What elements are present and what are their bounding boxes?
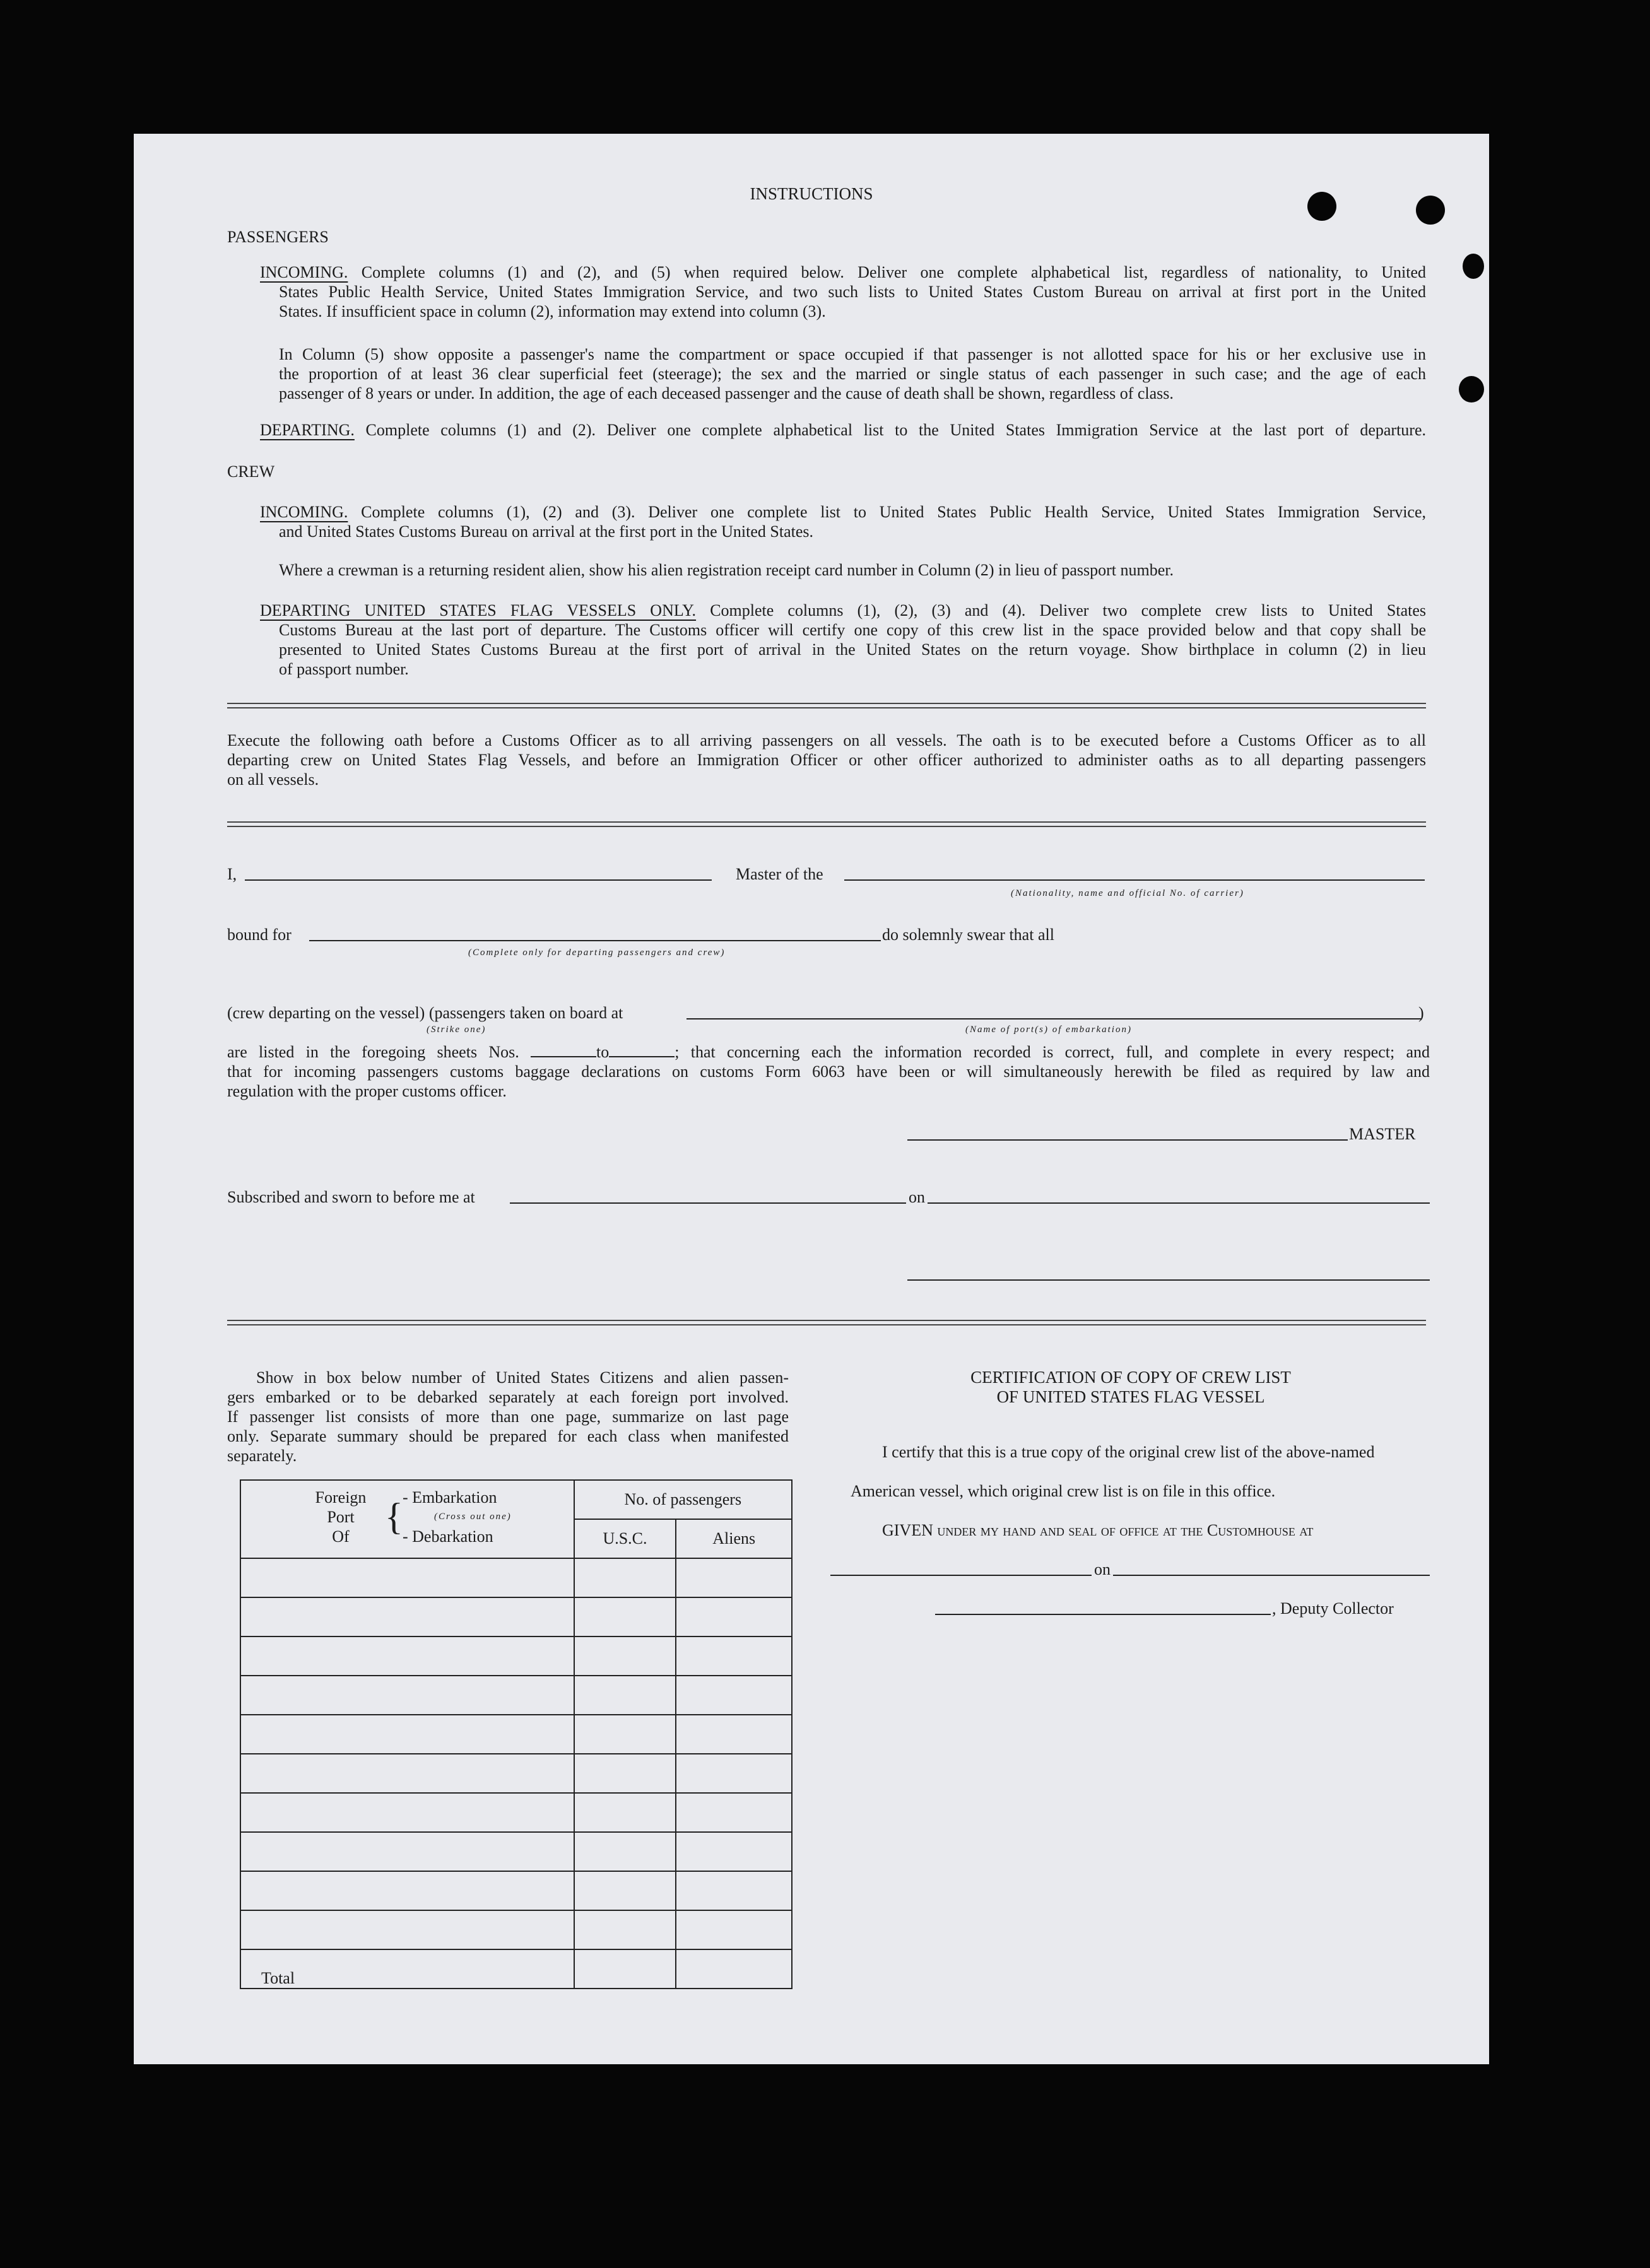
table-row (240, 1832, 792, 1871)
usc-cell[interactable] (574, 1597, 676, 1636)
of-label: Of (332, 1527, 350, 1546)
table-row (240, 1910, 792, 1949)
usc-cell[interactable] (574, 1676, 676, 1715)
section-divider (227, 821, 1426, 827)
usc-cell[interactable] (574, 1871, 676, 1910)
bound-for-hint: (Complete only for departing passengers and crew) (468, 948, 726, 958)
aliens-cell[interactable] (676, 1558, 792, 1597)
crew-departing: DEPARTING UNITED STATES FLAG VESSELS ONLY. Complete columns (1), (2), (3) and (4). Deliver two complete crew lists to United States Customs Bureau at the last port of departure. The Customs officer will certify one copy of this crew list in the space provided below and that copy shall be presented to United States Customs Bureau at the first port of arrival in the United States on the return voyage. Show birthplace in column (2) in lieu of passport number. (260, 601, 1427, 678)
aliens-cell[interactable] (676, 1715, 792, 1754)
summary-instructions: Show in box below number of United States Citizens and alien passen- gers embarked or to be debarked separately at each foreign port involved. If passenger list consists of more than one page, summarize on last page only. Separate summary should be prepared for each class when manifested separately. (227, 1368, 789, 1465)
embarkation-label: - Embarkation (403, 1488, 497, 1507)
form-page (134, 134, 1489, 2064)
total-label: Total (240, 1949, 574, 1989)
usc-header: U.S.C. (574, 1519, 676, 1558)
carrier-field-hint: (Nationality, name and official No. of carrier) (1011, 888, 1244, 898)
deputy-signature-field[interactable] (935, 1614, 1271, 1615)
crew-heading: CREW (227, 462, 275, 481)
american-vessel-line: American vessel, which original crew list is on file in this office. (851, 1482, 1276, 1500)
usc-cell[interactable] (574, 1832, 676, 1871)
aliens-cell[interactable] (676, 1754, 792, 1793)
port-field-hint: (Name of port(s) of embarkation) (965, 1025, 1132, 1035)
usc-total-cell[interactable] (574, 1949, 676, 1989)
certify-line: I certify that this is a true copy of the original crew list of the above-named (882, 1443, 1375, 1461)
cert-on-label: on (1094, 1560, 1111, 1578)
port-cell[interactable] (240, 1636, 574, 1676)
crew-departing-label: DEPARTING UNITED STATES FLAG VESSELS ONLY. (260, 601, 697, 620)
given-line: GIVEN under my hand and seal of office at the Customhouse at (882, 1521, 1314, 1539)
close-paren: ) (1418, 1004, 1424, 1022)
strike-one-hint: (Strike one) (427, 1025, 486, 1035)
passengers-departing: DEPARTING. Complete columns (1) and (2). Deliver one complete alphabetical list to the United States Immigration Service at the last port of departure. (260, 421, 1426, 439)
brace-icon: { (385, 1496, 403, 1537)
port-cell[interactable] (240, 1871, 574, 1910)
oath-body: are listed in the foregoing sheets Nos. to ; that concerning each the information recorded is correct, full, and complete in every respect; and that for incoming passengers customs baggage declarations on customs Form 6063 have been or will simultaneously herewith be filed as required by law and regulation with the proper customs officer. (227, 1043, 1430, 1100)
port-cell[interactable] (240, 1597, 574, 1636)
aliens-cell[interactable] (676, 1832, 792, 1871)
aliens-cell[interactable] (676, 1597, 792, 1636)
customhouse-field[interactable] (830, 1575, 1092, 1576)
usc-cell[interactable] (574, 1754, 676, 1793)
bound-for-label: bound for (227, 925, 292, 944)
aliens-cell[interactable] (676, 1871, 792, 1910)
punch-hole (1459, 376, 1484, 402)
table-row (240, 1636, 792, 1676)
aliens-header: Aliens (676, 1519, 792, 1558)
page-title: INSTRUCTIONS (750, 184, 873, 203)
port-cell[interactable] (240, 1832, 574, 1871)
cert-date-field[interactable] (1113, 1575, 1430, 1576)
subscribed-label: Subscribed and sworn to before me at (227, 1188, 475, 1206)
punch-hole (1463, 254, 1484, 279)
cross-out-hint: (Cross out one) (434, 1512, 512, 1522)
section-divider (227, 703, 1426, 708)
foreign-label: Foreign (315, 1488, 367, 1507)
bound-for-field[interactable] (309, 940, 881, 941)
embarkation-port-field[interactable] (687, 1018, 1421, 1019)
aliens-cell[interactable] (676, 1676, 792, 1715)
port-cell[interactable] (240, 1676, 574, 1715)
table-row (240, 1793, 792, 1832)
table-row (240, 1597, 792, 1636)
master-of-label: Master of the (736, 865, 823, 883)
usc-cell[interactable] (574, 1636, 676, 1676)
aliens-cell[interactable] (676, 1793, 792, 1832)
usc-cell[interactable] (574, 1558, 676, 1597)
port-summary-table (240, 1479, 793, 1989)
crew-departing-text: (crew departing on the vessel) (passengers taken on board at (227, 1004, 623, 1022)
port-header-cell (240, 1480, 574, 1558)
section-divider (227, 1320, 1426, 1325)
usc-cell[interactable] (574, 1715, 676, 1754)
total-row (240, 1949, 792, 1989)
swear-text: do solemnly swear that all (882, 925, 1054, 944)
debarkation-label: - Debarkation (403, 1527, 493, 1546)
table-row (240, 1676, 792, 1715)
crew-resident-note: Where a crewman is a returning resident alien, show his alien registration receipt card number in Column (2) in lieu of passport number. (279, 561, 1174, 579)
aliens-total-cell[interactable] (676, 1949, 792, 1989)
officer-signature-field[interactable] (907, 1279, 1430, 1281)
crew-incoming: INCOMING. Complete columns (1), (2) and (3). Deliver one complete list to United States Public Health Service, United States Immigration Service, and United States Customs Bureau on arrival at the first port in the United States. (260, 503, 1427, 541)
port-label: Port (327, 1508, 355, 1526)
port-cell[interactable] (240, 1910, 574, 1949)
passengers-incoming-label: INCOMING. (260, 263, 348, 281)
no-passengers-header: No. of passengers (574, 1480, 792, 1519)
usc-cell[interactable] (574, 1910, 676, 1949)
usc-cell[interactable] (574, 1793, 676, 1832)
table-row (240, 1754, 792, 1793)
crew-incoming-label: INCOMING. (260, 503, 348, 521)
aliens-cell[interactable] (676, 1636, 792, 1676)
deputy-collector-label: , Deputy Collector (1272, 1599, 1394, 1618)
passengers-incoming: INCOMING. Complete columns (1) and (2), and (5) when required below. Deliver one complete alphabetical list, regardless of nationality, to United States Public Health Service, United States Immigration Service, and two such lists to United States Custom Bureau on arrival at first port in the United States. If insufficient space in column (2), information may extend into column (3). (260, 263, 1426, 320)
carrier-field[interactable] (844, 879, 1425, 881)
sworn-place-field[interactable] (510, 1202, 906, 1204)
passengers-departing-label: DEPARTING. (260, 421, 355, 439)
master-signature-field[interactable] (907, 1139, 1348, 1141)
certification-title: CERTIFICATION OF COPY OF CREW LIST OF UNITED STATES FLAG VESSEL (970, 1368, 1291, 1406)
port-cell[interactable] (240, 1793, 574, 1832)
oath-i-label: I, (227, 865, 237, 883)
aliens-cell[interactable] (676, 1910, 792, 1949)
on-label: on (909, 1188, 925, 1206)
master-name-field[interactable] (245, 879, 712, 881)
table-row (240, 1871, 792, 1910)
sheet-from-field[interactable] (531, 1056, 596, 1057)
table-row (240, 1715, 792, 1754)
port-cell[interactable] (240, 1715, 574, 1754)
port-cell[interactable] (240, 1754, 574, 1793)
sheet-to-field[interactable] (609, 1056, 675, 1057)
port-cell[interactable] (240, 1558, 574, 1597)
passengers-heading: PASSENGERS (227, 228, 329, 246)
table-row (240, 1558, 792, 1597)
master-label: MASTER (1349, 1125, 1416, 1143)
column5-instructions: In Column (5) show opposite a passenger's name the compartment or space occupied if that passenger is not allotted space for his or her exclusive use in the proportion of at least 36 clear superficial feet (steerage); the sex and the married or single status of each passenger in such case; and the age of each passenger of 8 years or under. In addition, the age of each deceased passenger and the cause of death shall be shown, regardless of class. (279, 345, 1426, 402)
sworn-date-field[interactable] (928, 1202, 1430, 1204)
oath-intro: Execute the following oath before a Customs Officer as to all arriving passengers on all vessels. The oath is to be executed before a Customs Officer as to all departing crew on United States Flag Vessels, and before an Immigration Officer or other officer authorized to administer oaths as to all departing passengers on all vessels. (227, 731, 1426, 789)
